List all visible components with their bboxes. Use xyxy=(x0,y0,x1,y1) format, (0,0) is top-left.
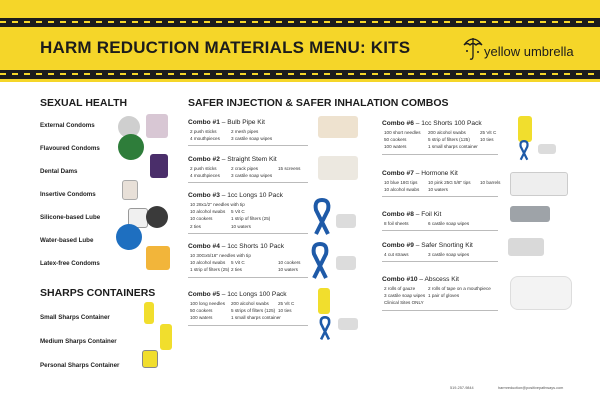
combo-name: – 1cc Longs 10 Pack xyxy=(219,192,283,199)
combo-line-item: 3 castile soap wipes xyxy=(384,293,426,299)
header-stripe-bottom xyxy=(0,70,600,79)
combo-divider xyxy=(188,325,308,326)
combo-name: – 1cc Shorts 100 Pack xyxy=(413,120,482,127)
combo-line-item: 1 strip of filters (25) xyxy=(231,216,271,222)
awareness-ribbon-icon xyxy=(316,316,334,342)
combo-divider xyxy=(382,310,498,311)
combo-number: Combo #10 xyxy=(382,276,418,283)
combo-line-item: 10 30Gx5/16" needles with tip xyxy=(190,253,251,258)
combo-line-item: 4 mouthpieces xyxy=(190,136,220,142)
combo-title xyxy=(188,119,265,126)
combo-divider xyxy=(382,196,498,197)
sexual-health-item: Water-based Lube xyxy=(40,237,94,244)
insertive-condom-image xyxy=(122,180,138,200)
combo-line-item: 8 foil sheets xyxy=(384,221,409,226)
combo-number: Combo #6 xyxy=(382,120,414,127)
silicone-lube-image xyxy=(146,206,168,228)
latex-free-image xyxy=(146,246,170,270)
stem-kit-image xyxy=(318,156,358,180)
pipe-kit-image xyxy=(318,116,358,138)
combo-title xyxy=(382,211,441,218)
combo-line-item: 100 long needles xyxy=(190,301,225,306)
combo-line-item: 2 ties xyxy=(231,267,242,273)
combo-name: – Foil Kit xyxy=(413,211,442,218)
combo-name: – Hormone Kit xyxy=(413,170,458,177)
footer-email: harmreduction@positivepathways.com xyxy=(498,386,564,390)
header-stripe-top xyxy=(0,18,600,27)
sharps-containers-heading: SHARPS CONTAINERS xyxy=(40,287,156,299)
combo-line-item: 3 castile soap wipes xyxy=(231,136,273,142)
combo-line-item: 4 cut straws xyxy=(384,252,409,257)
combo-line-item: 10 ties xyxy=(480,137,494,143)
combo-line-item: 10 cookers xyxy=(278,260,301,266)
combo-line-item: 10 pink 25G 5/8" tips xyxy=(428,180,471,185)
combo-line-item: 1 pair of gloves xyxy=(428,293,460,299)
small-sharps-image xyxy=(144,302,154,324)
combo-number: Combo #7 xyxy=(382,170,414,177)
combo-number: Combo #3 xyxy=(188,192,220,199)
combo-name: – Abscess Kit xyxy=(417,276,459,283)
logo-text: yellow umbrella xyxy=(484,44,574,59)
sexual-health-item: Dental Dams xyxy=(40,168,78,175)
combo-line-item: 10 waters xyxy=(278,267,298,273)
sexual-health-item: External Condoms xyxy=(40,122,95,129)
sharps-container-item: Small Sharps Container xyxy=(40,314,110,321)
combo-title xyxy=(382,170,458,177)
awareness-ribbon-icon xyxy=(310,242,330,282)
sharps-container-item: Medium Sharps Container xyxy=(40,338,117,345)
combo-line-item: 3 castile soap wipes xyxy=(428,252,470,257)
combo-title xyxy=(188,156,277,163)
combo-line-item: 50 cookers xyxy=(384,137,407,143)
combo-name: – Straight Stem Kit xyxy=(219,156,277,163)
combo-number: Combo #4 xyxy=(188,243,220,250)
combo-line-item: 15 screens xyxy=(278,166,301,171)
combo-number: Combo #2 xyxy=(188,156,220,163)
combos-heading: SAFER INJECTION & SAFER INHALATION COMBOS xyxy=(188,97,449,109)
combo-line-item: 10 alcohol swabs xyxy=(384,187,420,193)
abscess-kit-image xyxy=(510,276,572,310)
hormone-kit-image xyxy=(510,172,568,196)
sexual-health-item: Silicone-based Lube xyxy=(40,214,101,221)
dental-dam-image xyxy=(150,154,168,178)
combo-number: Combo #1 xyxy=(188,119,220,126)
combo-line-item: 200 alcohol swabs xyxy=(428,130,466,135)
combo-line-item: 1 small sharps container xyxy=(231,315,281,321)
shorts-10-image xyxy=(336,256,356,270)
water-lube-image xyxy=(116,224,142,250)
combo-number: Combo #9 xyxy=(382,242,414,249)
combo-name: – Bulb Pipe Kit xyxy=(219,119,265,126)
combo-divider xyxy=(382,261,498,262)
shorts-100-image xyxy=(538,144,556,154)
combo-line-item: 10 28x1/2" needles with tip xyxy=(190,202,245,207)
combo-line-item: 2 push sticks xyxy=(190,129,217,134)
combo-number: Combo #5 xyxy=(188,291,220,298)
combo-title xyxy=(188,243,284,250)
flavoured-condoms-image xyxy=(118,134,144,160)
combo-line-item: 2 mesh pipes xyxy=(231,129,259,134)
combo-line-item: 10 barrels xyxy=(480,180,501,185)
combo-name: – Safer Snorting Kit xyxy=(413,242,473,249)
combo-title xyxy=(382,276,459,283)
awareness-ribbon-icon xyxy=(516,140,532,162)
combo-divider xyxy=(382,154,498,155)
small-sharps-container-image xyxy=(318,288,330,314)
combo-divider xyxy=(188,145,308,146)
combo-line-item: 5 Vit C xyxy=(231,260,245,266)
combo-line-item: 25 Vit C xyxy=(480,130,497,135)
combo-title xyxy=(382,120,482,127)
combo-line-item: 50 cookers xyxy=(190,308,213,314)
snorting-kit-image xyxy=(508,238,544,256)
combo-line-item: 4 mouthpieces xyxy=(190,173,220,179)
combo-line-item: 5 strips of filters (125) xyxy=(231,308,276,314)
condom-pack-image xyxy=(146,114,168,138)
combo-line-item: 25 Vit C xyxy=(278,301,295,306)
sexual-health-item: Flavoured Condoms xyxy=(40,145,100,152)
combo-line-item: 10 alcohol swabs xyxy=(190,209,226,215)
combo-line-item: 100 short needles xyxy=(384,130,421,135)
combo-line-item: 5 Vit C xyxy=(231,209,245,215)
combo-line-item: 2 rolls of gauze xyxy=(384,286,416,291)
combo-title xyxy=(188,192,283,199)
combo-line-item: 10 waters xyxy=(428,187,448,193)
combo-number: Combo #8 xyxy=(382,211,414,218)
combo-line-item: 200 alcohol swabs xyxy=(231,301,269,306)
longs-10-image xyxy=(336,214,356,228)
combo-line-item: 100 waters xyxy=(384,144,407,150)
combo-line-item: 10 alcohol swabs xyxy=(190,260,226,266)
page-title: HARM REDUCTION MATERIALS MENU: KITS xyxy=(40,38,411,57)
combo-name: – 1cc Shorts 10 Pack xyxy=(219,243,285,250)
yellow-umbrella-logo xyxy=(462,32,582,66)
combo-line-item: 10 cookers xyxy=(190,216,213,222)
foil-kit-image xyxy=(510,206,550,222)
awareness-ribbon-icon xyxy=(312,198,332,238)
footer-phone: 519-257-9844 xyxy=(450,386,474,390)
sexual-health-item: Insertive Condoms xyxy=(40,191,96,198)
sharps-container-image xyxy=(518,116,532,142)
combo-line-item: 1 strip of filters (25) xyxy=(190,267,230,273)
combo-line-item: 10 blue 18G tips xyxy=(384,180,418,185)
longs-100-image xyxy=(338,318,358,330)
combo-line-item: 5 strip of filters (125) xyxy=(428,137,470,143)
sexual-health-heading: SEXUAL HEALTH xyxy=(40,97,128,109)
combo-divider xyxy=(382,230,498,231)
combo-divider xyxy=(188,277,308,278)
combo-line-item: 1 small sharps container xyxy=(428,144,478,150)
combo-line-item: 6 castile soap wipes xyxy=(428,221,470,226)
combo-line-item: 3 castile soap wipes xyxy=(231,173,273,179)
combo-title xyxy=(382,242,473,249)
combo-line-item: 100 waters xyxy=(190,315,213,321)
medium-sharps-image xyxy=(160,324,172,350)
sexual-health-item: Latex-free Condoms xyxy=(40,260,100,267)
umbrella-icon xyxy=(462,32,484,62)
combo-divider xyxy=(188,182,308,183)
combo-line-item: 10 waters xyxy=(231,223,251,229)
combo-divider xyxy=(188,233,308,234)
combo-title xyxy=(188,291,287,298)
combo-name: – 1cc Longs 100 Pack xyxy=(219,291,287,298)
combo-line-item: 10 ties xyxy=(278,308,292,314)
personal-sharps-image xyxy=(142,350,158,368)
combo-line-item: 2 rolls of tape on a mouthpiece xyxy=(428,286,491,291)
header-banner xyxy=(0,0,600,82)
combo-line-item: 2 push sticks xyxy=(190,166,217,171)
combo-line-item: 2 ties xyxy=(190,223,201,229)
combo-line-item: Clinical Sites ONLY xyxy=(384,300,424,306)
combo-line-item: 2 crack pipes xyxy=(231,166,259,171)
sharps-container-item: Personal Sharps Container xyxy=(40,362,120,369)
